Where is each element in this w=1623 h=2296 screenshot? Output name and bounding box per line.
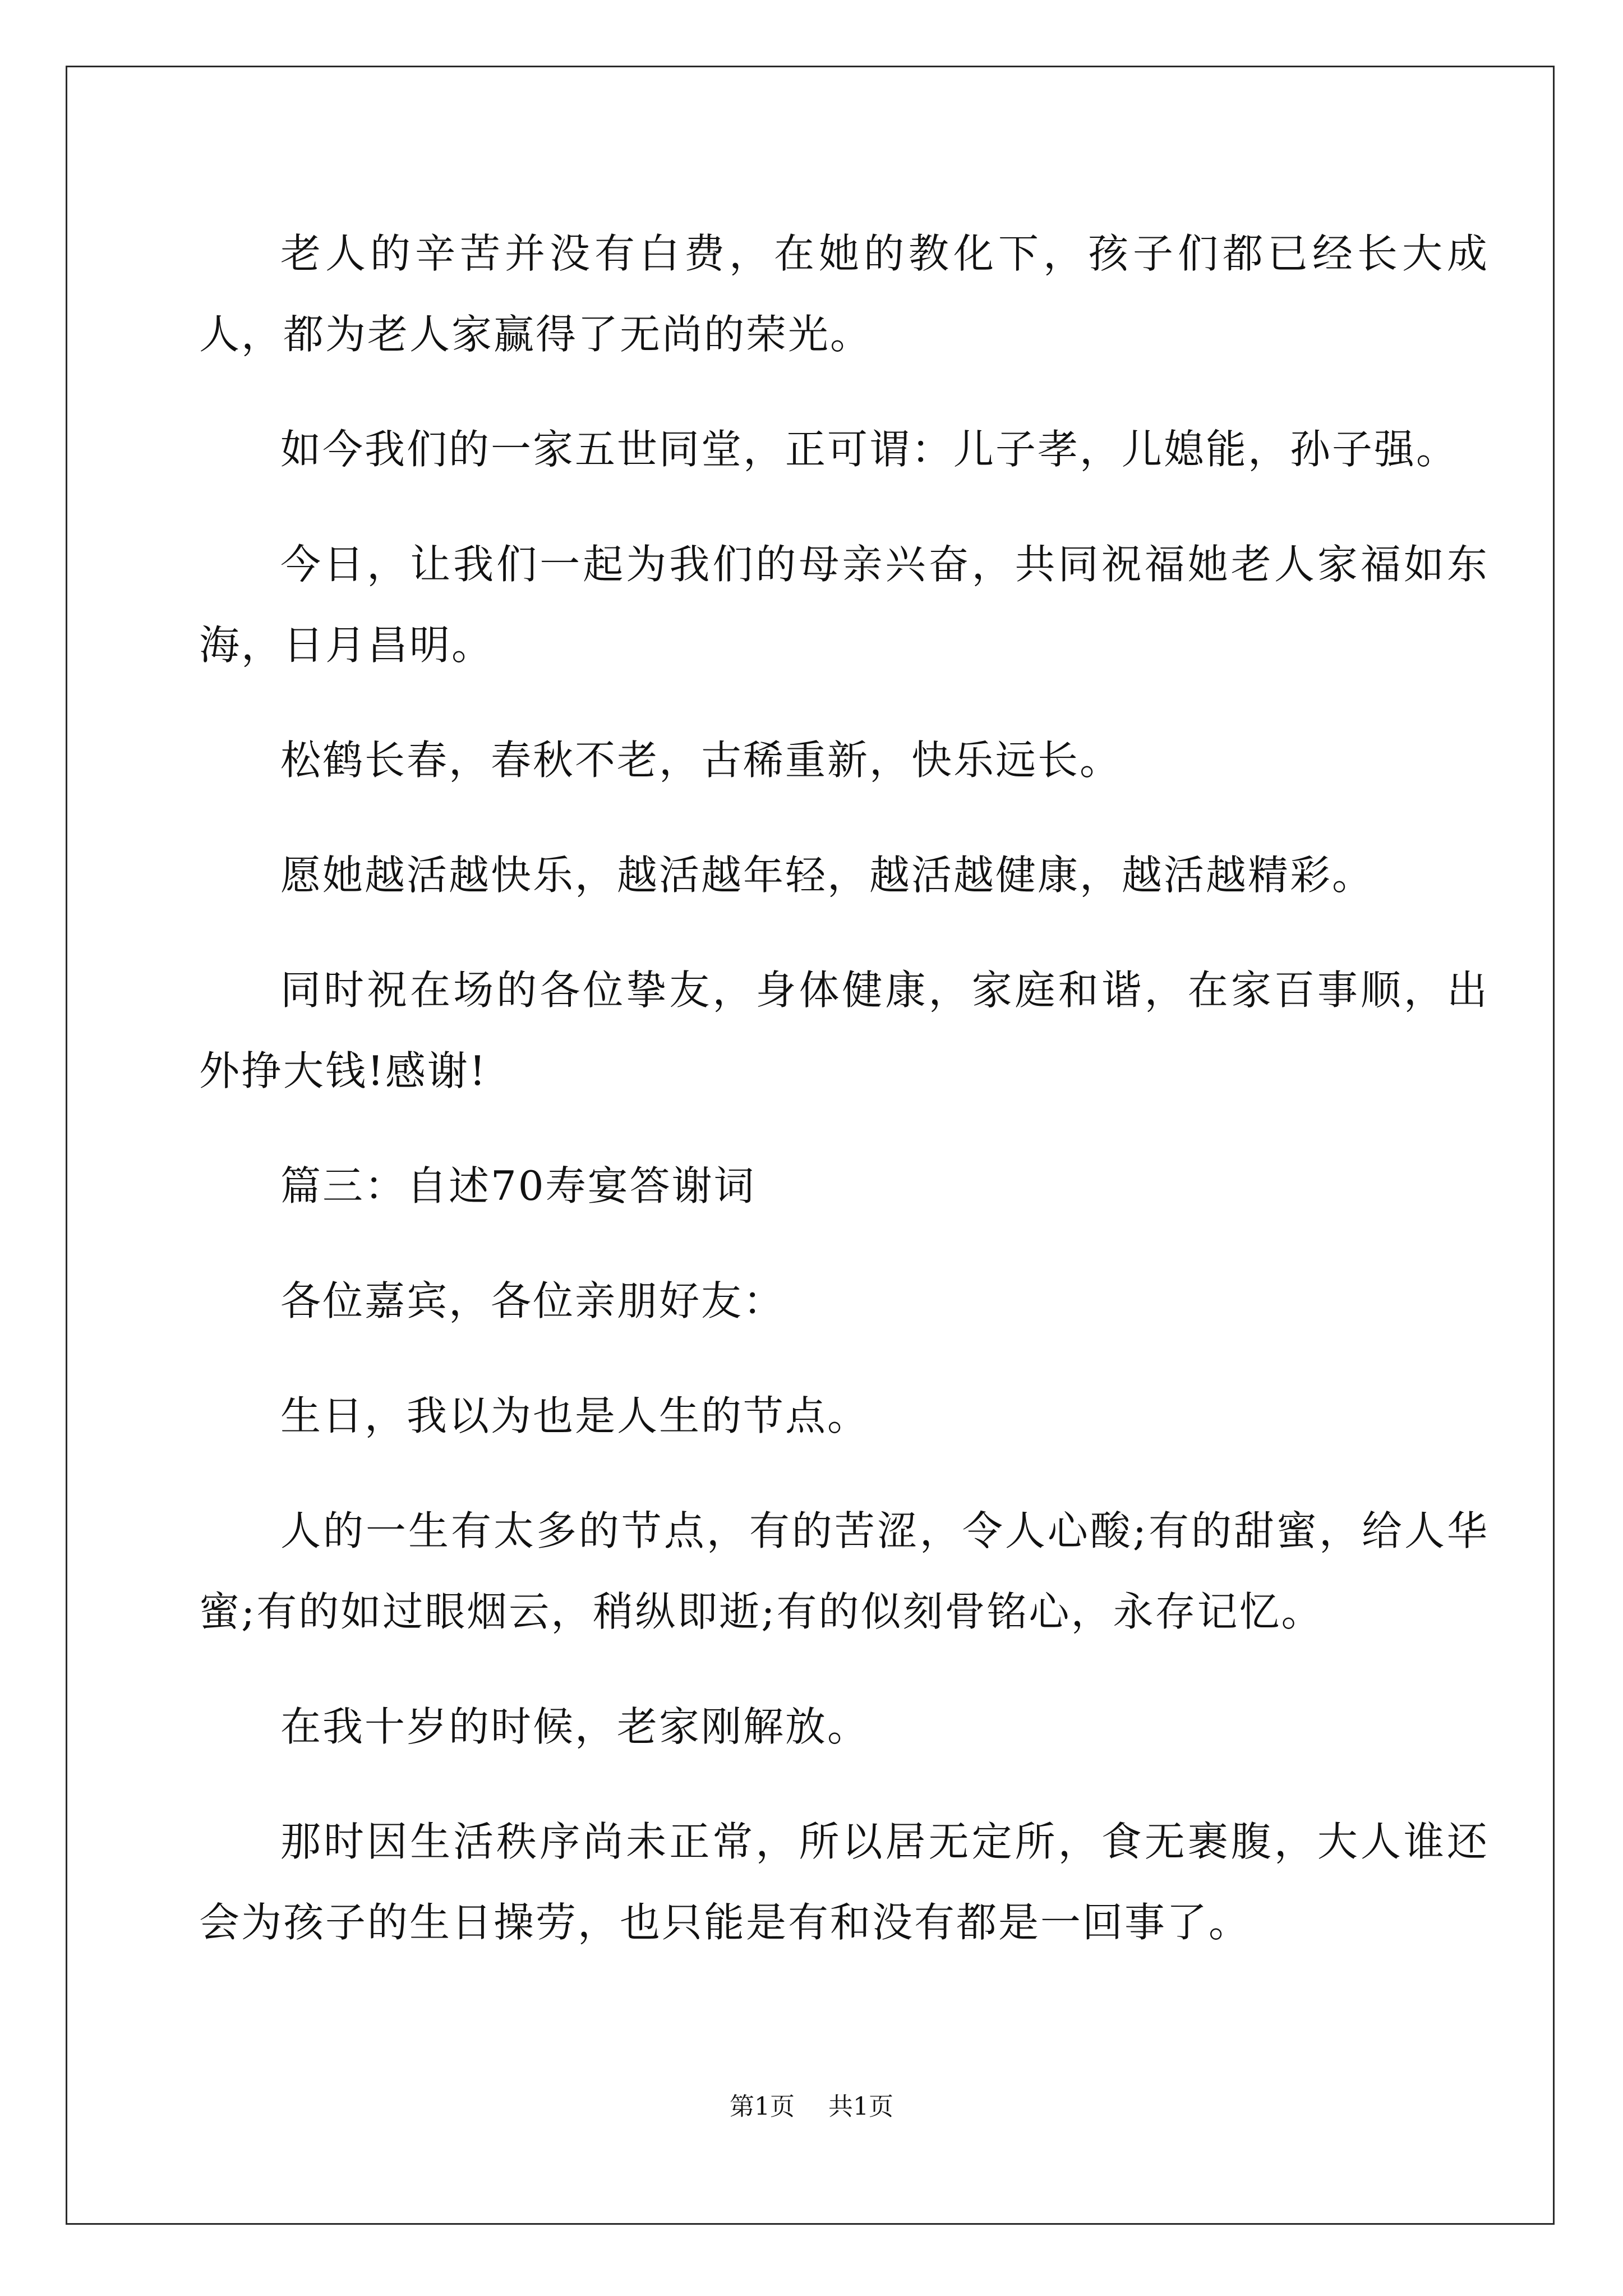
salutation: 各位嘉宾，各位亲朋好友： xyxy=(280,1277,786,1324)
paragraph: 如今我们的一家五世同堂，正可谓：儿子孝，儿媳能，孙子强。 xyxy=(280,426,1459,473)
page-number: 第1页 xyxy=(730,2092,795,2121)
paragraph: 在我十岁的时候，老家刚解放。 xyxy=(280,1703,870,1750)
paragraph: 今日，让我们一起为我们的母亲兴奋，共同祝福她老人家福如东海，日月昌明。 xyxy=(199,541,1489,669)
page-total: 共1页 xyxy=(828,2092,893,2121)
document-body xyxy=(199,213,1489,1997)
section-heading: 篇三：自述70寿宴答谢词 xyxy=(280,1162,756,1209)
paragraph: 生日，我以为也是人生的节点。 xyxy=(280,1392,870,1439)
paragraph: 人的一生有太多的节点，有的苦涩，令人心酸;有的甜蜜，给人华蜜;有的如过眼烟云，稍纵即逝;有的似刻骨铭心，永存记忆。 xyxy=(199,1507,1489,1635)
paragraph: 那时因生活秩序尚未正常，所以居无定所，食无裹腹，大人谁还会为孩子的生日操劳，也只能是有和没有都是一回事了。 xyxy=(199,1818,1489,1946)
paragraph: 老人的辛苦并没有白费，在她的教化下，孩子们都已经长大成人，都为老人家赢得了无尚的荣光。 xyxy=(199,230,1489,358)
paragraph: 愿她越活越快乐，越活越年轻，越活越健康，越活越精彩。 xyxy=(280,852,1375,899)
paragraph: 松鹤长春，春秋不老，古稀重新，快乐远长。 xyxy=(280,737,1122,784)
paragraph: 同时祝在场的各位挚友，身体健康，家庭和谐，在家百事顺，出外挣大钱!感谢! xyxy=(199,967,1489,1094)
page-footer xyxy=(0,2090,1623,2124)
